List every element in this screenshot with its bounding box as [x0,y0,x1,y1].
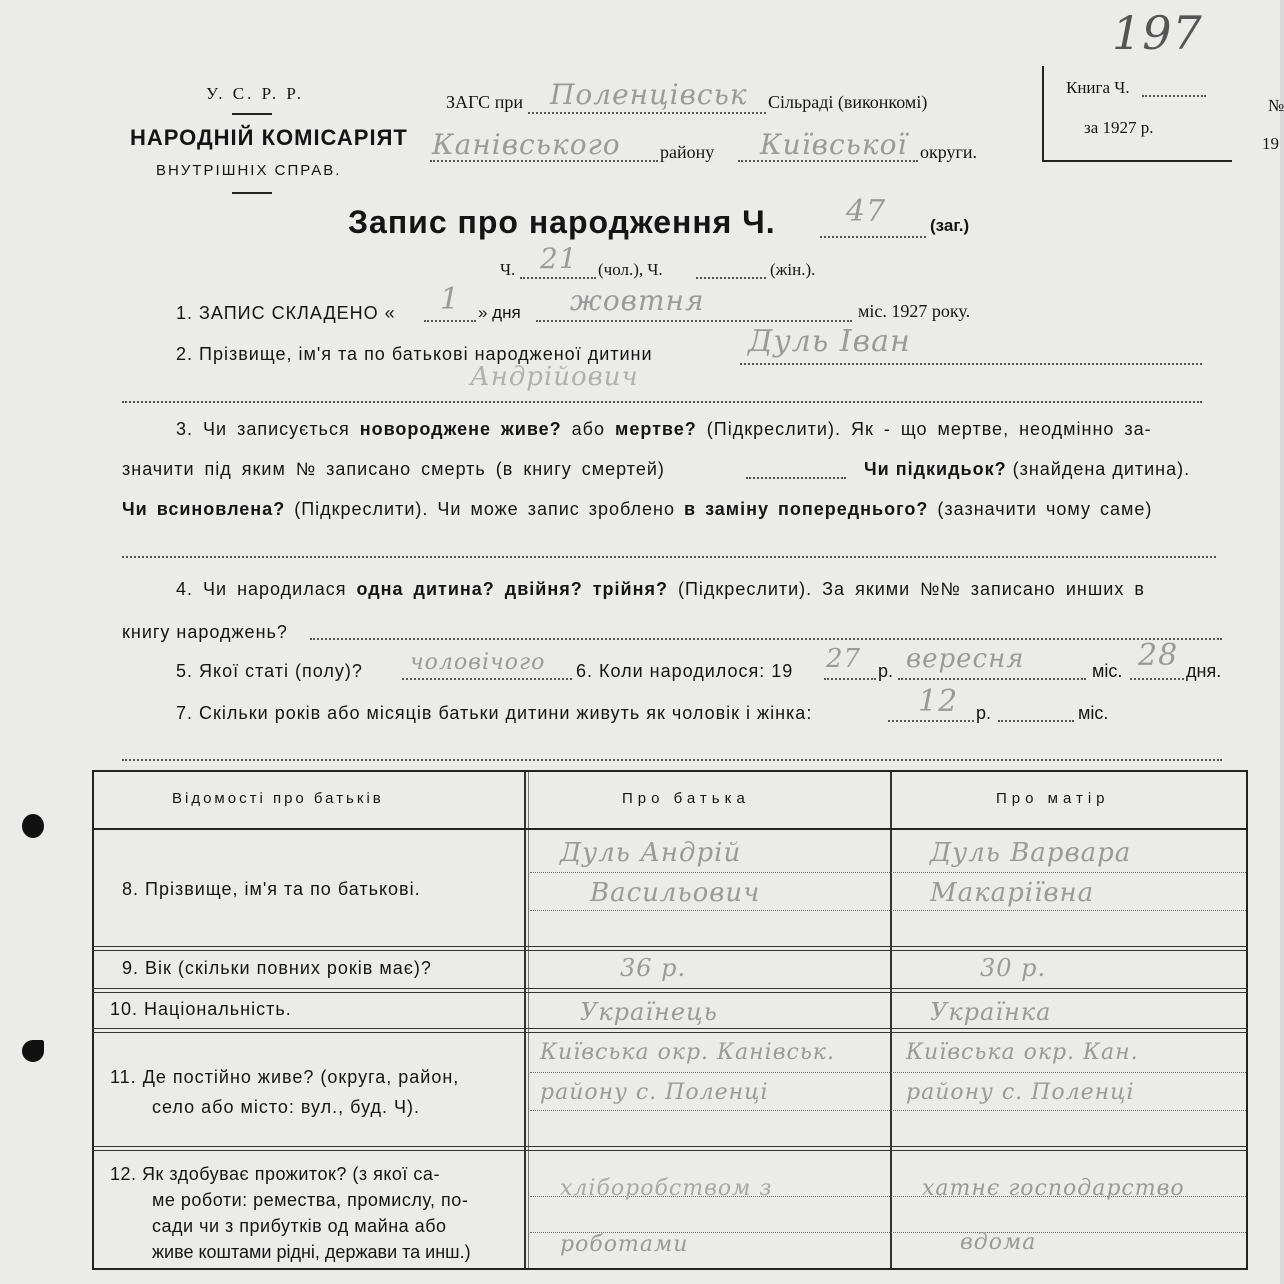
table-header-line [92,828,1248,830]
row-8-mother-2: Макаріївна [930,878,1095,908]
table-header-info: Відомості про батьків [172,790,384,807]
field-7-years-blank [888,720,974,722]
record-title: Запис про народження Ч. [348,204,776,240]
row-12-label-3: сади чи з прибутків од майна або [152,1216,447,1236]
department-label: ВНУТРІШНІХ СПРАВ. [156,162,342,179]
row-separator [92,1150,1248,1151]
field-3-line-3 [122,499,1152,520]
field-1-month: жовтня [570,284,705,317]
row-separator [92,1032,1248,1033]
row-12-label-4: живе коштами рідні, держави та инш.) [152,1242,471,1262]
binder-hole-mark [22,1040,44,1062]
edge-text: 19 [1262,134,1279,153]
field-7-label: 7. Скільки років або місяців батьки дитини живуть як чоловік і жінка: [176,703,813,723]
male-number: 21 [540,242,578,275]
field-3-line-2b [864,459,1190,480]
row-separator [92,1146,1248,1147]
divider [232,113,272,115]
book-label: Книга Ч. [1066,78,1130,97]
edge-text: № [1268,96,1284,115]
field-2-value: Дуль Іван [748,324,911,359]
text-bold: Чи підкидьок? [864,459,1007,479]
male-number-blank [520,277,596,279]
field-7-r: р. [976,703,992,723]
text-bold: одна дитина? двійня? трійня? [356,579,668,599]
book-blank [1142,95,1206,97]
book-year: за 1927 р. [1084,118,1154,137]
table-column-divider [528,772,529,1268]
field-6-day-blank [1130,678,1184,680]
field-7-mis: міс. [1078,703,1109,723]
row-12-father-1: хліборобством з [560,1176,773,1201]
row-10-mother: Українка [930,998,1052,1026]
cell-subline [530,1072,1246,1073]
field-2-blank-2 [122,401,1202,403]
field-1-day-blank [424,320,476,322]
cell-subline [530,1110,1246,1111]
row-8-mother-1: Дуль Варвара [930,838,1132,868]
corner-handwritten-number: 197 [1112,6,1203,60]
row-11-mother-2: району с. Поленці [906,1080,1135,1105]
row-12-mother-1: хатнє господарство [922,1176,1185,1201]
text: (Підкреслити). Як - що мертве, неодмінно за- [706,419,1152,439]
field-5-blank [402,678,572,680]
row-10-label: 10. Національність. [110,999,292,1019]
cell-subline [530,872,1246,873]
okruha-label: округи. [920,142,978,162]
okruha-handwritten: Київської [760,128,908,161]
field-6-day: 28 [1138,638,1179,673]
divider [232,192,272,194]
field-1-suffix: міс. 1927 року. [858,301,971,321]
table-column-divider [890,772,892,1268]
row-separator [92,992,1248,993]
field-6-label: 6. Коли народилося: 19 [576,661,794,681]
total-number-blank [820,236,926,238]
text-bold: в заміну попереднього? [684,499,929,519]
field-7-blank [122,759,1222,761]
field-6-dnia: дня. [1186,661,1222,681]
table-header-father: Про батька [622,790,750,807]
text-bold: мертве? [615,419,697,439]
text: (Підкреслити). За якими №№ записано инших в [678,579,1145,599]
row-11-father-2: району с. Поленці [540,1080,769,1105]
male-suffix: (чол.), Ч. [598,260,663,279]
ch-label: Ч. [500,260,516,279]
field-1-prefix: 1. ЗАПИС СКЛАДЕНО « [176,303,396,323]
female-number-blank [696,277,766,279]
field-6-year: 27 [826,644,862,674]
field-2-label: 2. Прізвище, ім'я та по батькові народженої дитини [176,344,653,364]
field-6-year-blank [824,678,876,680]
field-5-label: 5. Якої статі (полу)? [176,661,363,681]
field-2-value-2: Андрійович [470,362,639,392]
row-11-label-2: село або місто: вул., буд. Ч). [152,1097,420,1117]
row-9-mother: 30 р. [980,954,1047,982]
field-3-blank [122,556,1216,558]
zags-blank [528,112,766,114]
row-separator [92,950,1248,951]
row-8-father-2: Васильович [590,878,761,908]
zags-suffix: Сільраді (виконкомі) [768,92,928,112]
text: 3. Чи записується [176,419,350,439]
table-header-mother: Про матір [996,790,1110,807]
field-6-mis: міс. [1092,661,1123,681]
field-6-month: вересня [906,644,1025,674]
binder-hole-mark [22,814,44,838]
field-3-line-2 [122,459,665,480]
field-4-line-2: книгу народжень? [122,622,288,642]
text: (зазначити чому саме) [937,499,1153,519]
row-8-label: 8. Прізвище, ім'я та по батькові. [122,879,421,899]
zags-handwritten: Поленцівськ [550,78,748,111]
row-separator [92,946,1248,947]
row-12-label-2: ме роботи: ремества, промислу, по- [152,1190,469,1210]
text: (Підкреслити). Чи може запис зроблено [294,499,675,519]
total-number: 47 [846,194,887,229]
female-suffix: (жін.). [770,260,816,279]
field-2-blank [740,363,1202,365]
zags-prefix: ЗАГС при [446,92,523,112]
field-6-r: р. [878,661,894,681]
field-4-blank [310,638,1222,640]
field-3-death-blank [746,477,846,479]
row-11-mother-1: Київська окр. Кан. [906,1040,1139,1065]
row-separator [92,988,1248,989]
text: або [571,419,606,439]
total-suffix: (заг.) [930,216,970,235]
row-9-label: 9. Вік (скільки повних років має)? [122,958,432,978]
row-10-father: Українець [580,998,718,1026]
table-column-divider [524,772,526,1268]
field-7-months-blank [998,720,1074,722]
field-7-value: 12 [918,684,959,719]
field-4-line-1 [176,579,1145,600]
row-11-label-1: 11. Де постійно живе? (округа, район, [110,1067,460,1087]
row-12-mother-2: вдома [960,1230,1037,1255]
text: 4. Чи народилася [176,579,347,599]
row-12-label-1: 12. Як здобуває прожиток? (з якої са- [110,1164,440,1184]
field-1-day: 1 [440,282,461,317]
district-label: району [660,142,715,162]
row-separator [92,1028,1248,1029]
field-1-month-blank [536,320,852,322]
field-3-line-1 [176,419,1152,440]
row-8-father-1: Дуль Андрій [560,838,742,868]
ussr-label: У. С. Р. Р. [206,84,305,103]
row-11-father-1: Київська окр. Канівськ. [540,1040,835,1065]
row-12-father-2: роботами [560,1232,689,1257]
text-bold: Чи всиновлена? [122,499,286,519]
text: (знайдена дитина). [1012,459,1191,479]
commissariat-title: НАРОДНІЙ КОМІСАРІЯТ [130,125,408,150]
text-bold: новороджене живе? [359,419,562,439]
field-6-month-blank [898,678,1086,680]
district-handwritten: Канівського [432,128,621,161]
cell-subline [530,910,1246,911]
field-5-value: чоловічого [410,650,546,675]
row-9-father: 36 р. [620,954,687,982]
text: значити під яким № записано смерть (в книгу смертей) [122,459,665,479]
field-1-mid: » дня [478,303,521,322]
